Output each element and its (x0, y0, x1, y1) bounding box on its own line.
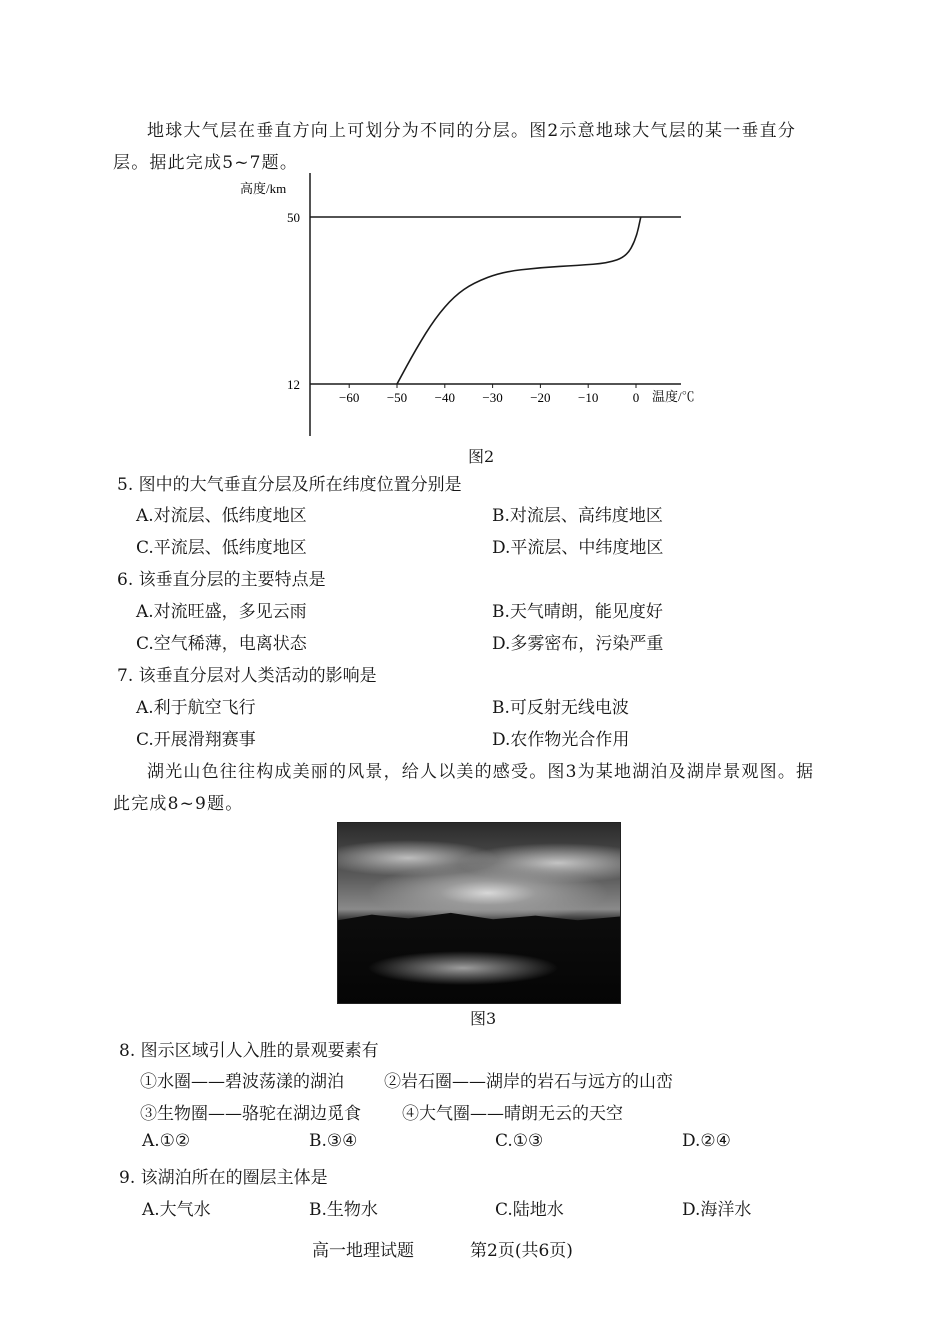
x-tick-label-0: 0 (632, 390, 640, 405)
q8-item-4: ④大气圈——晴朗无云的天空 (402, 1104, 623, 1124)
q8-stem: 8. 图示区域引人入胜的景观要素有 (119, 1041, 379, 1061)
figure3-caption: 图3 (470, 1009, 497, 1028)
y-tick-label-50: 50 (287, 210, 300, 225)
intro2-line2: 此完成8~9题。 (113, 794, 244, 814)
q6-stem: 6. 该垂直分层的主要特点是 (117, 570, 326, 590)
x-axis-label: 温度/℃ (652, 389, 695, 404)
footer-page-number: 第2页(共6页) (470, 1241, 573, 1261)
q7-stem: 7. 该垂直分层对人类活动的影响是 (117, 666, 377, 686)
x-tick-label--10: −10 (578, 390, 599, 405)
y-axis-label: 高度/km (240, 181, 287, 196)
temperature-curve (397, 217, 641, 384)
q5-option-a[interactable]: A.对流层、低纬度地区 (136, 506, 307, 526)
q6-option-c[interactable]: C.空气稀薄，电离状态 (136, 634, 307, 654)
q8-item-2: ②岩石圈——湖岸的岩石与远方的山峦 (384, 1072, 673, 1092)
q8-item-1: ①水圈——碧波荡漾的湖泊 (140, 1072, 344, 1092)
q5-option-c[interactable]: C.平流层、低纬度地区 (136, 538, 307, 558)
intro1-line1: 地球大气层在垂直方向上可划分为不同的分层。图2示意地球大气层的某一垂直分 (147, 121, 797, 141)
q7-option-c[interactable]: C.开展滑翔赛事 (136, 730, 256, 750)
q6-option-d[interactable]: D.多雾密布，污染严重 (492, 634, 664, 654)
intro2-line1: 湖光山色往往构成美丽的风景，给人以美的感受。图3为某地湖泊及湖岸景观图。据 (147, 762, 815, 782)
q5-option-b[interactable]: B.对流层、高纬度地区 (492, 506, 663, 526)
photo-water-reflection (368, 951, 558, 985)
x-tick-label--50: −50 (386, 390, 408, 405)
q9-option-c[interactable]: C.陆地水 (495, 1200, 564, 1220)
q8-option-d[interactable]: D.②④ (682, 1131, 731, 1151)
figure2-chart (230, 170, 710, 440)
intro1-line2: 层。据此完成5~7题。 (113, 153, 299, 173)
q7-option-a[interactable]: A.利于航空飞行 (136, 698, 256, 718)
footer-subject: 高一地理试题 (312, 1241, 414, 1261)
q7-option-b[interactable]: B.可反射无线电波 (492, 698, 629, 718)
q9-option-b[interactable]: B.生物水 (309, 1200, 378, 1220)
q6-option-b[interactable]: B.天气晴朗，能见度好 (492, 602, 663, 622)
x-tick-label--20: −20 (530, 390, 551, 405)
q6-option-a[interactable]: A.对流旺盛，多见云雨 (136, 602, 307, 622)
q5-stem: 5. 图中的大气垂直分层及所在纬度位置分别是 (117, 475, 462, 495)
y-tick-label-12: 12 (287, 377, 300, 392)
q5-option-d[interactable]: D.平流层、中纬度地区 (492, 538, 664, 558)
q9-option-d[interactable]: D.海洋水 (682, 1200, 752, 1220)
x-tick-label--40: −40 (434, 390, 455, 405)
q8-item-3: ③生物圈——骆驼在湖边觅食 (140, 1104, 361, 1124)
x-tick-label--60: −60 (339, 390, 360, 405)
q8-option-a[interactable]: A.①② (142, 1131, 191, 1151)
q7-option-d[interactable]: D.农作物光合作用 (492, 730, 630, 750)
q8-option-b[interactable]: B.③④ (309, 1131, 358, 1151)
q9-option-a[interactable]: A.大气水 (142, 1200, 211, 1220)
q8-option-c[interactable]: C.①③ (495, 1131, 544, 1151)
x-ticks-group (339, 384, 639, 405)
q9-stem: 9. 该湖泊所在的圈层主体是 (119, 1168, 328, 1188)
lake-landscape-photo (337, 822, 621, 1004)
figure2-caption: 图2 (468, 447, 495, 466)
x-tick-label--30: −30 (482, 390, 503, 405)
